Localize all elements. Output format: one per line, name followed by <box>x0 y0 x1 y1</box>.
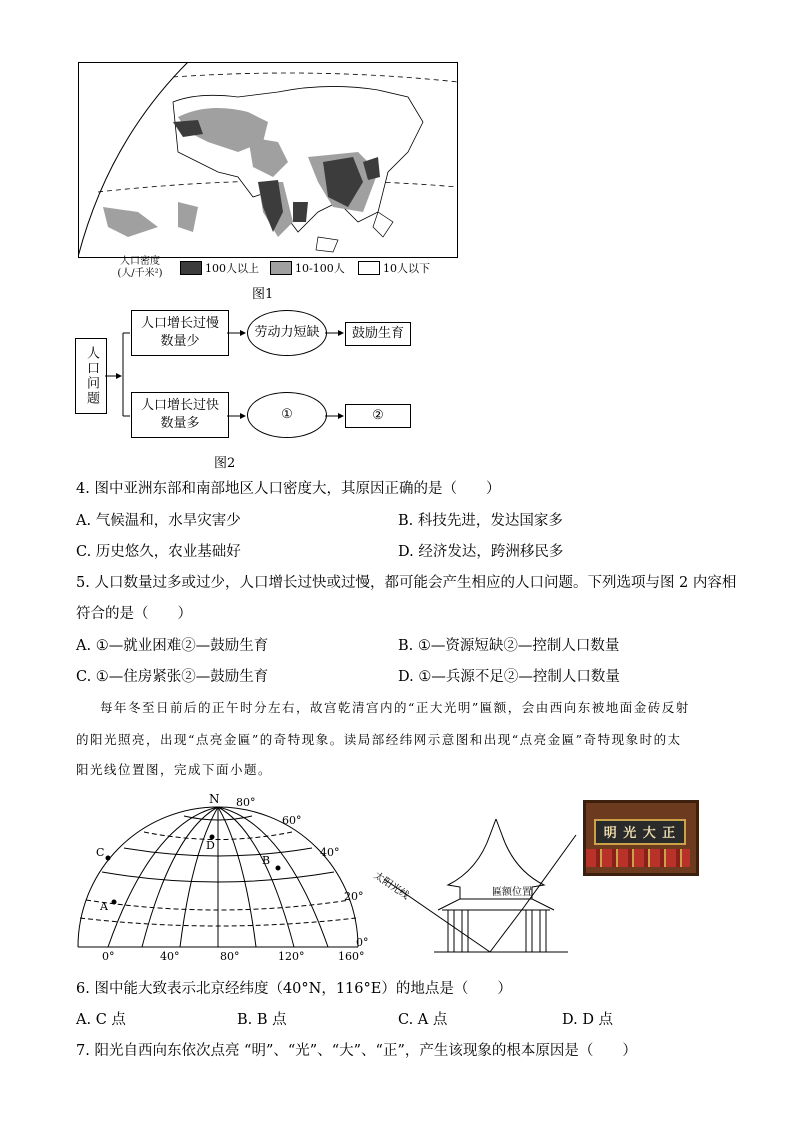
q4-option-d[interactable]: D. 经济发达，跨洲移民多 <box>398 544 564 560</box>
flowchart-bottom-effect: ① <box>247 392 327 438</box>
graticule-graphic <box>72 792 372 964</box>
passage-line-2: 的阳光照亮，出现“点亮金匾”的奇特现象。读局部经纬网示意图和出现“点亮金匾”奇特现象时的太 <box>76 732 682 747</box>
lon-label-40: 40° <box>160 950 180 963</box>
point-a-dot <box>112 900 117 905</box>
q5-stem-line1: 5. 人口数量过多或过少，人口增长过快或过慢，都可能会产生相应的人口问题。下列选项与图 2 内容相 <box>76 575 737 591</box>
q6-option-a[interactable]: A. C 点 <box>76 1012 126 1028</box>
q6-option-c[interactable]: C. A 点 <box>398 1012 448 1028</box>
plaque-decoration <box>586 849 690 867</box>
point-c-dot <box>106 856 111 861</box>
lon-label-0: 0° <box>102 950 115 963</box>
population-flowchart <box>75 308 415 438</box>
q4-option-c[interactable]: C. 历史悠久，农业基础好 <box>76 544 241 560</box>
lon-label-120: 120° <box>278 950 305 963</box>
point-b-label: B <box>262 854 271 867</box>
q6-stem: 6. 图中能大致表示北京经纬度（40°N，116°E）的地点是（ ） <box>76 981 512 997</box>
plaque-text: 明 光 大 正 <box>603 826 677 841</box>
lat-label-0: 0° <box>356 936 369 949</box>
legend-item-low: 10人以下 <box>358 260 430 276</box>
palace-sunlight-diagram <box>371 815 578 955</box>
graticule-diagram <box>72 792 372 964</box>
legend-swatch-mid <box>270 261 292 275</box>
flowchart-top-measure: 鼓励生育 <box>345 322 411 346</box>
q4-option-b[interactable]: B. 科技先进，发达国家多 <box>398 513 563 529</box>
map-legend <box>110 258 440 284</box>
fig2-caption: 图2 <box>214 456 236 471</box>
point-d-label: D <box>206 839 215 852</box>
lat-label-80: 80° <box>236 796 256 809</box>
q5-option-a[interactable]: A. ①—就业困难②—鼓励生育 <box>76 638 269 654</box>
legend-swatch-high <box>180 261 202 275</box>
population-density-map <box>78 62 458 258</box>
legend-swatch-low <box>358 261 380 275</box>
legend-item-mid: 10-100人 <box>270 260 345 276</box>
q6-option-d[interactable]: D. D 点 <box>562 1012 614 1028</box>
flowchart-bottom-measure: ② <box>345 404 411 428</box>
fig1-caption: 图1 <box>252 287 274 302</box>
sunlight-label: 太阳光线 <box>371 870 411 902</box>
flowchart-top-cause: 人口增长过慢 数量少 <box>131 310 229 356</box>
q4-option-a[interactable]: A. 气候温和，水旱灾害少 <box>76 513 241 529</box>
lat-label-20: 20° <box>344 890 364 903</box>
flowchart-top-effect: 劳动力短缺 <box>247 310 327 356</box>
plaque-position-label: 匾额位置 <box>492 887 532 898</box>
passage-line-3: 阳光线位置图，完成下面小题。 <box>76 762 273 777</box>
q5-stem-line2: 符合的是（ ） <box>76 606 192 622</box>
point-c-label: C <box>96 846 105 859</box>
flowchart-bottom-cause: 人口增长过快 数量多 <box>131 392 229 438</box>
q5-option-c[interactable]: C. ①—住房紧张②—鼓励生育 <box>76 669 269 685</box>
map-graphic <box>78 62 458 258</box>
legend-unit: (人/千米²) <box>117 268 163 279</box>
q6-option-b[interactable]: B. B 点 <box>237 1012 287 1028</box>
legend-title: 人口密度 <box>120 256 160 267</box>
lon-label-160: 160° <box>338 950 365 963</box>
point-a-label: A <box>100 900 108 913</box>
q5-option-d[interactable]: D. ①—兵源不足②—控制人口数量 <box>398 669 620 685</box>
plaque-photo <box>583 800 699 876</box>
point-b-dot <box>276 866 281 871</box>
lat-label-40: 40° <box>320 846 340 859</box>
lon-label-80: 80° <box>220 950 240 963</box>
north-pole-label: N <box>209 792 220 806</box>
legend-item-high: 100人以上 <box>180 260 259 276</box>
flowchart-root: 人口问题 <box>75 338 107 414</box>
lat-label-60: 60° <box>282 814 302 827</box>
q7-stem: 7. 阳光自西向东依次点亮 “明”、“光”、“大”、“正”，产生该现象的根本原因是（ ） <box>76 1043 637 1059</box>
q5-option-b[interactable]: B. ①—资源短缺②—控制人口数量 <box>398 638 620 654</box>
q4-stem: 4. 图中亚洲东部和南部地区人口密度大，其原因正确的是（ ） <box>76 481 501 497</box>
passage-line-1: 每年冬至日前后的正午时分左右，故宫乾清宫内的“正大光明”匾额，会由西向东被地面金砖反射 <box>100 700 690 715</box>
